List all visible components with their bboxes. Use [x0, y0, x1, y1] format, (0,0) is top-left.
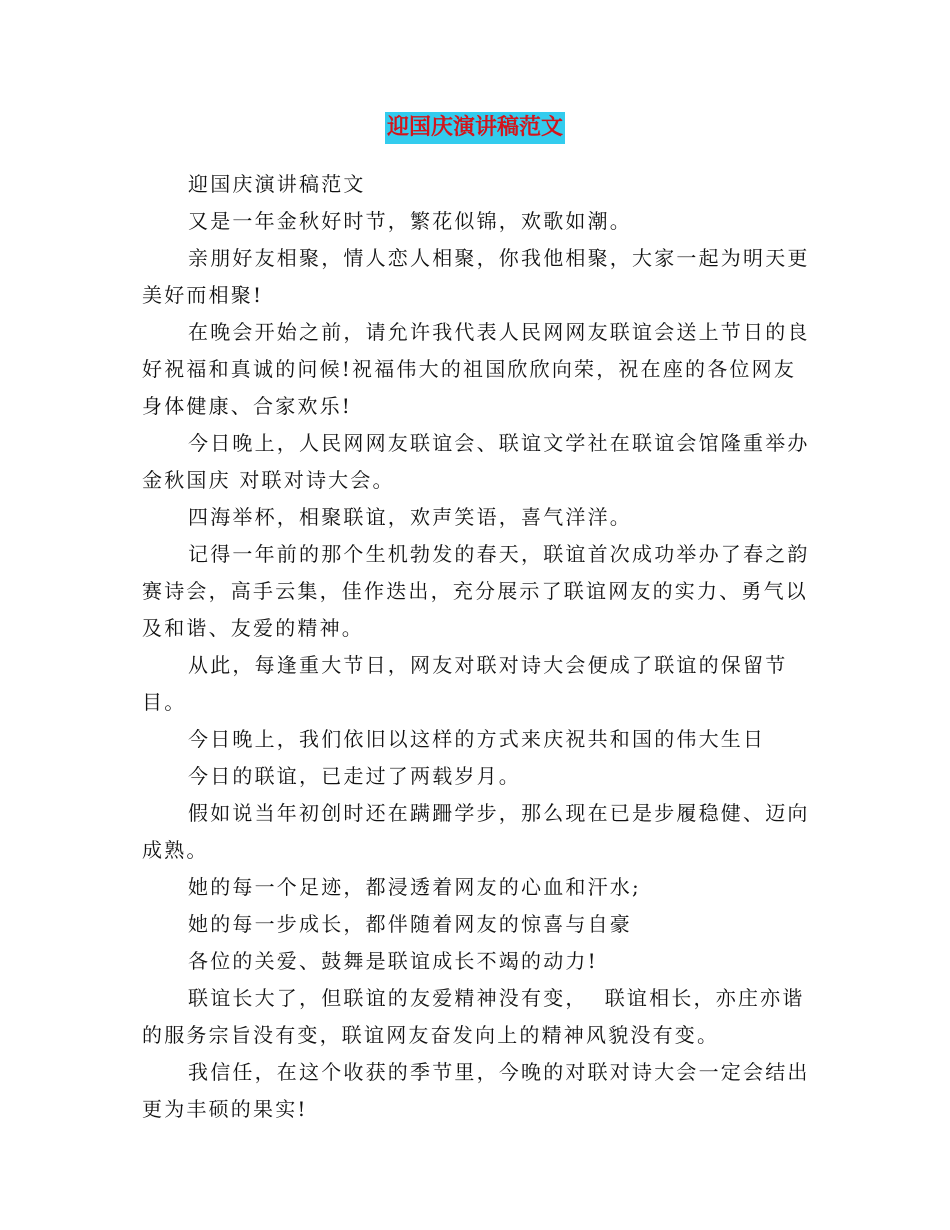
title-container	[0, 112, 950, 144]
paragraph: 假如说当年初创时还在蹒跚学步，那么现在已是步履稳健、迈向成熟。	[142, 801, 810, 862]
paragraph: 从此，每逢重大节日，网友对联对诗大会便成了联谊的保留节目。	[142, 653, 788, 714]
paragraph: 四海举杯，相聚联谊，欢声笑语，喜气洋洋。	[188, 505, 632, 529]
paragraph: 记得一年前的那个生机勃发的春天，联谊首次成功举办了春之韵赛诗会，高手云集，佳作迭出，充分展示了联谊网友的实力、勇气以及和谐、友爱的精神。	[142, 542, 810, 640]
document-body	[142, 166, 810, 1128]
paragraph: 她的每一个足迹，都浸透着网友的心血和汗水;	[188, 875, 641, 899]
paragraph: 她的每一步成长，都伴随着网友的惊喜与自豪	[188, 912, 632, 936]
paragraph: 联谊长大了，但联谊的友爱精神没有变， 联谊相长，亦庄亦谐的服务宗旨没有变，联谊网友奋发向上的精神风貌没有变。	[142, 986, 805, 1047]
paragraph: 今日晚上，人民网网友联谊会、联谊文学社在联谊会馆隆重举办金秋国庆 对联对诗大会。	[142, 431, 810, 492]
paragraph: 今日晚上，我们依旧以这样的方式来庆祝共和国的伟大生日	[188, 727, 766, 751]
paragraph: 在晚会开始之前，请允许我代表人民网网友联谊会送上节日的良好祝福和真诚的问候!祝福伟大的祖国欣欣向荣，祝在座的各位网友身体健康、合家欢乐!	[142, 320, 810, 418]
document-title: 迎国庆演讲稿范文	[385, 112, 565, 144]
paragraph: 又是一年金秋好时节，繁花似锦，欢歌如潮。	[188, 209, 632, 233]
paragraph: 各位的关爱、鼓舞是联谊成长不竭的动力!	[188, 949, 598, 973]
paragraph: 今日的联谊，已走过了两载岁月。	[188, 764, 521, 788]
paragraph: 迎国庆演讲稿范文	[188, 172, 366, 196]
paragraph: 亲朋好友相聚，情人恋人相聚，你我他相聚，大家一起为明天更美好而相聚!	[142, 246, 810, 307]
paragraph: 我信任，在这个收获的季节里，今晚的对联对诗大会一定会结出更为丰硕的果实!	[142, 1060, 810, 1121]
